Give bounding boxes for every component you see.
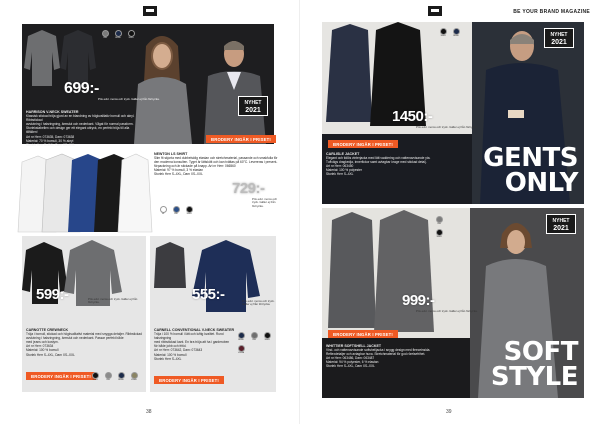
nyhet-badge-year: 2021 xyxy=(551,39,567,46)
color-swatch xyxy=(434,216,444,226)
headline-word: ONLY xyxy=(504,168,578,198)
text-line: förpackning och är stickade på knapp. Art nr Herr: 066560 xyxy=(154,164,236,169)
swatch-label: Svart xyxy=(128,37,134,39)
color-swatch xyxy=(438,28,448,38)
whittier-swatches xyxy=(434,216,454,238)
text-line: Material: 97 % bomull, 3 % elastan xyxy=(154,168,204,173)
text-line: Material: 100 % bomull xyxy=(154,352,187,357)
swatch-dot xyxy=(128,30,135,37)
text-line: Tröja i 100 % bomull i lätt och luftig kvalitet. Rund halsringning xyxy=(154,332,224,341)
price-note-line: och tryck. Gäller xyxy=(118,97,139,101)
carnotte-price: 599:- xyxy=(36,286,69,303)
swatch-dot xyxy=(238,332,245,339)
text-line: med jeans och kostym. xyxy=(26,340,59,345)
text-line: med ribbstickad kant. En bra tröja att ha i garderoben xyxy=(154,340,230,345)
headline-word: SOFT xyxy=(503,337,578,367)
price-note-line: ej från förtrycka. xyxy=(250,302,271,307)
swatch-dot xyxy=(160,206,167,213)
swatch-dot xyxy=(251,332,258,339)
swatch-label: Marin xyxy=(238,339,244,341)
swatch-dot xyxy=(118,372,125,379)
swatch-dot xyxy=(102,30,109,37)
swatch-dot xyxy=(264,332,271,339)
harrison-section xyxy=(22,24,274,147)
whittier-price: 999:- xyxy=(402,292,435,309)
harrison-price-note xyxy=(98,98,160,101)
color-swatch xyxy=(262,332,272,342)
text-line: Tröja i bomull, stickad och högkvalitativt material med snygga detaljer. Ribbstickad xyxy=(26,332,142,337)
text-line: Slim fit skjorta med dubbelsidig elastan och stretchmaterial, passande och smakfulla för xyxy=(154,156,278,161)
swatch-dot xyxy=(105,372,112,379)
headline-word: STYLE xyxy=(490,362,578,392)
harrison-title: HARRISON V-NECK SWEATER xyxy=(26,110,79,114)
newton-price: 729:- xyxy=(232,180,265,197)
swatch-dot xyxy=(238,345,245,352)
nyhet-badge xyxy=(544,28,574,48)
text-line: Art nr Herr: 073635, Dam: 073638 xyxy=(26,134,75,139)
text-line: Material: 94 % polyester, 6 % elastan xyxy=(326,360,379,365)
text-line: Storlek Herr S–4XL xyxy=(326,172,354,177)
color-swatch xyxy=(113,30,123,40)
nyhet-badge-label: NYHET xyxy=(552,218,570,224)
harrison-embroidery-button[interactable]: BRODERY INGÅR I PRISET! xyxy=(206,135,276,143)
swatch-label: Svart xyxy=(92,379,98,381)
price-note-line: Pris exkl. moms xyxy=(242,299,262,303)
price-note-line: och tryck. Gäller xyxy=(242,299,275,307)
text-line: avslutning i halsringning, ärmslut och nederkant. Vågat för normal passform. xyxy=(26,122,134,127)
carlisle-swatches xyxy=(438,28,461,38)
swatch-label: Blå xyxy=(174,213,178,215)
headline-word: GENTS xyxy=(483,143,578,173)
text-line: Art nr Herr: 063450 xyxy=(326,164,354,169)
text-line: Storlek Herr S–4XL, Dam XS–XXL xyxy=(26,352,75,357)
swatch-dot xyxy=(115,30,122,37)
swatch-dot xyxy=(186,206,193,213)
text-line: för både jobb och fritid. xyxy=(154,344,187,349)
swatch-dot xyxy=(440,28,447,35)
whittier-embroidery-button[interactable]: BRODERY INGÅR I PRISET! xyxy=(328,330,398,338)
color-swatch xyxy=(116,372,126,382)
harrison-description xyxy=(26,110,138,147)
swatch-label: Marin xyxy=(118,379,124,381)
swatch-label: Vinröd xyxy=(237,351,245,354)
swatch-dot xyxy=(173,206,180,213)
price-note-line: Gäller ej från förtrycka. xyxy=(449,309,478,313)
text-line: Vind- och vattenavvisande softshelljacka i snygg design med fleeceinsida. xyxy=(326,348,431,353)
swatch-label: Marin xyxy=(115,37,121,39)
color-swatch xyxy=(103,372,113,382)
color-swatch xyxy=(451,28,461,38)
swatch-label: Marin xyxy=(453,35,459,37)
price-note-line: och tryck. Gäller xyxy=(108,297,129,301)
newton-title: NEWTON LS SHIRT xyxy=(154,152,188,156)
whittier-description xyxy=(326,344,476,369)
page-number-left: 38 xyxy=(146,409,152,415)
soft-style-headline xyxy=(490,337,578,392)
price-note-line: Pris exkl. moms och tryck. xyxy=(416,125,449,129)
price-note-line: Pris exkl. moms och tryck. xyxy=(416,309,449,313)
carnell-description xyxy=(154,328,238,361)
price-note-line: Gäller ej från förtrycka. xyxy=(449,125,478,129)
newton-price-note xyxy=(252,198,280,208)
nyhet-badge xyxy=(238,96,268,116)
price-note-line: Pris exkl. moms xyxy=(88,297,108,301)
text-line: Material: 70 % bomull, 30 % akryl xyxy=(26,138,74,143)
swatch-label: Svart xyxy=(440,35,446,37)
swatch-label: Svart xyxy=(186,213,192,215)
newton-shirt-section xyxy=(16,148,280,234)
brand-logo-icon xyxy=(428,6,442,16)
carnotte-embroidery-button[interactable]: BRODERY INGÅR I PRISET! xyxy=(26,372,96,380)
price-note-line: ej från förtrycka. xyxy=(139,97,160,101)
carnell-swatches xyxy=(236,332,276,354)
color-swatch xyxy=(129,372,139,382)
color-swatch xyxy=(434,229,444,239)
shirts-photo xyxy=(16,152,156,236)
price-note-line: från förtrycka. xyxy=(252,200,276,208)
carnell-price: 555:- xyxy=(192,286,225,303)
carnell-embroidery-button[interactable]: BRODERY INGÅR I PRISET! xyxy=(154,376,224,384)
swatch-label: Grå xyxy=(252,339,256,341)
color-swatch xyxy=(249,332,259,342)
text-line: Storlek Herr S–4XL, Dam XS–XXL xyxy=(26,142,75,147)
right-page xyxy=(300,0,600,424)
text-line: Art nr Herr: 073642, Dam: 073643 xyxy=(154,348,203,353)
swatch-label: Grå xyxy=(437,223,441,225)
text-line: avslutning i halsringning, ärmslut och nederkant. Passar perfekt både xyxy=(26,336,124,341)
text-line: Storlek Herr S–4XL, Dam XS–XXL xyxy=(154,172,203,177)
price-note-line: och tryck. Gäller ej xyxy=(252,197,278,205)
price-note-line: Pris exkl. moms xyxy=(98,97,118,101)
harrison-swatches xyxy=(100,30,136,40)
text-line: Material: 100 % bomull xyxy=(26,348,59,353)
text-line: Reflexdetaljer och avtagbar huva. Stretchmaterial för god rörelsefrihet. xyxy=(326,352,426,357)
newton-description xyxy=(154,152,280,177)
color-swatch xyxy=(236,345,246,355)
whittier-section xyxy=(322,208,584,398)
magazine-tagline: BE YOUR BRAND MAGAZINE xyxy=(513,9,590,15)
carnotte-title: CARNOTTE CREWNECK xyxy=(26,328,69,332)
carlisle-description xyxy=(326,152,470,177)
gents-only-headline xyxy=(483,143,578,198)
nyhet-badge-year: 2021 xyxy=(245,107,261,114)
color-swatch xyxy=(100,30,110,40)
color-swatch xyxy=(184,206,194,216)
harrison-price: 699:- xyxy=(64,80,99,97)
swatch-dot xyxy=(436,216,443,223)
swatch-label: Svart xyxy=(264,339,270,341)
text-line: den moderna konsulten. Tyget är lättskött och kan tvättas på 60°C. Levereras i present- xyxy=(154,160,278,165)
carlisle-price-note xyxy=(416,126,478,129)
text-line: Storlekstabellen och design ger ett elegant uttryck, en perfekt tröja till alla tillfällen! xyxy=(26,126,130,135)
whittier-title: WHITTIER SOFTSHELL JACKET xyxy=(326,344,382,348)
nyhet-badge-label: NYHET xyxy=(550,32,568,38)
swatch-dot xyxy=(92,372,99,379)
carlisle-section xyxy=(322,22,584,204)
color-swatch xyxy=(90,372,100,382)
text-line: Art nr Herr: 073634 xyxy=(26,344,54,349)
nyhet-badge-label: NYHET xyxy=(244,100,262,106)
nyhet-badge xyxy=(546,214,576,234)
swatch-label: Grå xyxy=(106,379,110,381)
carnotte-section xyxy=(22,236,146,392)
text-line: Tvåvägs dragkedja, innerfickor samt avtagbar krage med stickad detalj. xyxy=(326,160,427,165)
swatch-label: Grå xyxy=(103,37,107,39)
carnell-price-note xyxy=(242,300,276,307)
carnotte-price-note xyxy=(88,298,146,305)
carnell-title: CARNELL CONVENTIONAL V-NECK SWEATER xyxy=(154,328,235,332)
text-line: Elegant och tidlös vinterjacka med lätt vaddering och vattenavvisande yta. xyxy=(326,156,431,161)
text-line: Art nr Herr: 063486, Dam: 063487 xyxy=(326,356,375,361)
price-note-line: ej från förtrycka. xyxy=(88,297,138,305)
swatch-dot xyxy=(453,28,460,35)
carnotte-swatches xyxy=(90,372,139,382)
carlisle-embroidery-button[interactable]: BRODERY INGÅR I PRISET! xyxy=(328,140,398,148)
color-swatch xyxy=(126,30,136,40)
page-number-right: 39 xyxy=(446,409,452,415)
color-swatch xyxy=(236,332,246,342)
carlisle-title: CARLISLE JACKET xyxy=(326,152,360,156)
brand-logo-icon xyxy=(143,6,157,16)
text-line: Klassisk stickad tröja gjord av en blandning av högkvalitativ bomull och akryl. Ribbstickad xyxy=(26,114,135,123)
color-swatch xyxy=(171,206,181,216)
swatch-label: Svart xyxy=(436,235,442,238)
swatch-label: Khaki xyxy=(131,379,137,381)
color-swatch xyxy=(158,206,168,216)
text-line: Material: 100 % polyester xyxy=(326,168,362,173)
swatch-dot xyxy=(436,229,443,236)
price-note-line: Pris exkl. moms xyxy=(252,197,272,201)
swatch-label: Vit xyxy=(161,213,165,215)
whittier-price-note xyxy=(416,310,478,313)
carnell-section xyxy=(150,236,276,392)
swatch-dot xyxy=(131,372,138,379)
newton-swatches xyxy=(158,206,194,216)
carnotte-description xyxy=(26,328,144,357)
nyhet-badge-year: 2021 xyxy=(553,225,569,232)
text-line: Storlek Herr S–4XL, Dam XS–XXL xyxy=(326,364,375,369)
carlisle-price: 1450:- xyxy=(392,108,433,125)
text-line: Storlek Herr S–4XL xyxy=(154,356,182,361)
